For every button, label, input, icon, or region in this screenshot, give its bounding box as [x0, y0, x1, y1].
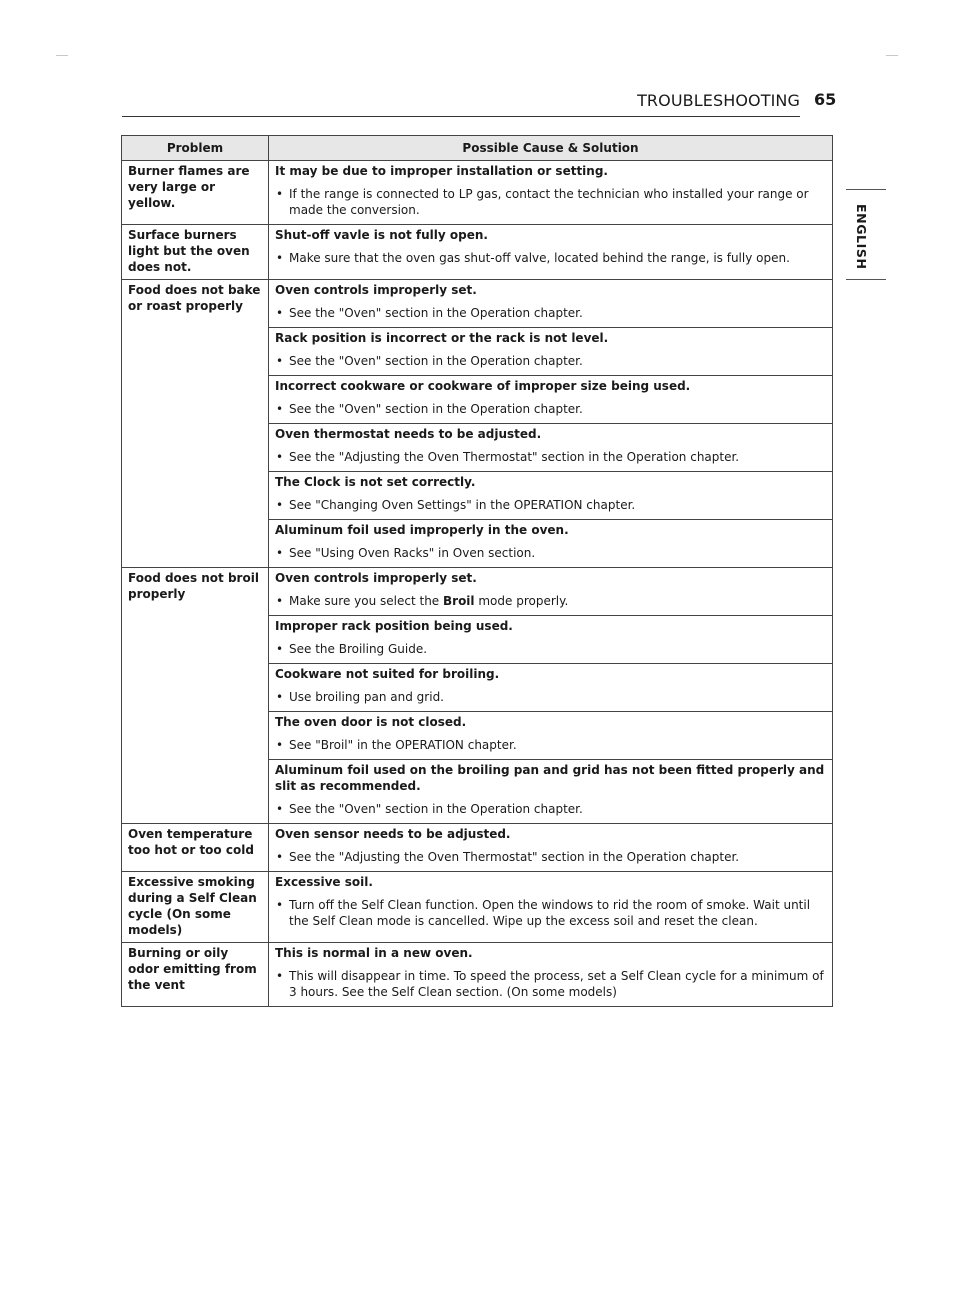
- solution-text-start: Make sure you select the: [289, 594, 443, 608]
- cause-block: [269, 375, 832, 423]
- solution-text: • See the "Adjusting the Oven Thermostat" section in the Operation chapter.: [275, 849, 826, 865]
- solution-text: • See the "Oven" section in the Operation chapter.: [275, 801, 826, 817]
- cause-block: [269, 872, 832, 935]
- cause-block: [269, 759, 832, 823]
- cause-block: [269, 519, 832, 567]
- table-row: [122, 280, 833, 568]
- solution-text: • See the Broiling Guide.: [275, 641, 826, 657]
- problem-cell: Excessive smoking during a Self Clean cycle (On some models): [122, 872, 269, 943]
- cause-block: [269, 943, 832, 1006]
- solution-text: • See the "Oven" section in the Operation chapter.: [275, 305, 826, 321]
- solution-cell: [269, 280, 833, 568]
- cause-text: Oven thermostat needs to be adjusted.: [275, 427, 542, 441]
- problem-cell: Food does not bake or roast properly: [122, 280, 269, 568]
- column-header-problem: Problem: [122, 136, 269, 161]
- table-row: [122, 824, 833, 872]
- cause-block: [269, 824, 832, 871]
- cause-block: [269, 161, 832, 224]
- language-label: ENGLISH: [854, 204, 869, 270]
- cause-text: Improper rack position being used.: [275, 619, 513, 633]
- solution-cell: [269, 568, 833, 824]
- crop-mark-left: [56, 55, 68, 56]
- page-number: 65: [814, 90, 837, 109]
- cause-block: [269, 327, 832, 375]
- cause-text: Excessive soil.: [275, 875, 373, 889]
- table-row: [122, 568, 833, 824]
- section-title: TROUBLESHOOTING: [637, 91, 800, 110]
- solution-text: • See the "Oven" section in the Operation chapter.: [275, 401, 826, 417]
- solution-text-end: mode properly.: [474, 594, 569, 608]
- problem-cell: Burner flames are very large or yellow.: [122, 161, 269, 225]
- column-header-solution: Possible Cause & Solution: [269, 136, 833, 161]
- cause-text: Shut-off vavle is not fully open.: [275, 228, 488, 242]
- table-header-row: [122, 136, 833, 161]
- cause-text: Oven sensor needs to be adjusted.: [275, 827, 511, 841]
- solution-cell: [269, 943, 833, 1007]
- crop-mark-right: [886, 55, 898, 56]
- cause-text: Cookware not suited for broiling.: [275, 667, 500, 681]
- solution-text: • See "Broil" in the OPERATION chapter.: [275, 737, 826, 753]
- solution-cell: [269, 225, 833, 280]
- cause-block: [269, 471, 832, 519]
- cause-text: Incorrect cookware or cookware of improper size being used.: [275, 379, 691, 393]
- solution-cell: [269, 824, 833, 872]
- troubleshooting-table: [121, 135, 833, 1007]
- cause-block: [269, 423, 832, 471]
- solution-cell: [269, 872, 833, 943]
- page-header: [122, 86, 800, 117]
- solution-text: • If the range is connected to LP gas, contact the technician who installed your range or made the conversion.: [275, 186, 826, 218]
- problem-cell: Surface burners light but the oven does not.: [122, 225, 269, 280]
- cause-block: [269, 711, 832, 759]
- solution-text: • See the "Adjusting the Oven Thermostat" section in the Operation chapter.: [275, 449, 826, 465]
- cause-block: [269, 568, 832, 615]
- cause-text: Oven controls improperly set.: [275, 571, 477, 585]
- solution-text: • See "Changing Oven Settings" in the OPERATION chapter.: [275, 497, 826, 513]
- solution-text: [275, 593, 826, 609]
- table-row: [122, 225, 833, 280]
- cause-text: Aluminum foil used on the broiling pan and grid has not been fitted properly and slit as recommended.: [275, 763, 825, 793]
- problem-cell: Food does not broil properly: [122, 568, 269, 824]
- cause-text: Aluminum foil used improperly in the oven.: [275, 523, 569, 537]
- solution-text: • This will disappear in time. To speed the process, set a Self Clean cycle for a minimum of 3 hours. See the Self Clean section. (On some models): [275, 968, 826, 1000]
- language-tab: [846, 189, 886, 280]
- cause-text: Oven controls improperly set.: [275, 283, 477, 297]
- cause-text: Rack position is incorrect or the rack is not level.: [275, 331, 609, 345]
- problem-cell: Burning or oily odor emitting from the vent: [122, 943, 269, 1007]
- cause-text: This is normal in a new oven.: [275, 946, 473, 960]
- solution-text: • See the "Oven" section in the Operation chapter.: [275, 353, 826, 369]
- cause-block: [269, 280, 832, 327]
- cause-text: The Clock is not set correctly.: [275, 475, 476, 489]
- cause-text: The oven door is not closed.: [275, 715, 467, 729]
- solution-text: • Make sure that the oven gas shut-off valve, located behind the range, is fully open.: [275, 250, 826, 266]
- solution-cell: [269, 161, 833, 225]
- solution-text: • Use broiling pan and grid.: [275, 689, 826, 705]
- table-row: [122, 943, 833, 1007]
- cause-text: It may be due to improper installation or setting.: [275, 164, 608, 178]
- problem-cell: Oven temperature too hot or too cold: [122, 824, 269, 872]
- solution-text: • See "Using Oven Racks" in Oven section.: [275, 545, 826, 561]
- cause-block: [269, 225, 832, 272]
- cause-block: [269, 615, 832, 663]
- cause-block: [269, 663, 832, 711]
- table-row: [122, 872, 833, 943]
- broil-mode-label: Broil: [443, 594, 475, 608]
- table-row: [122, 161, 833, 225]
- solution-text: • Turn off the Self Clean function. Open the windows to rid the room of smoke. Wait until the Self Clean mode is cancelled. Wipe up the excess soil and reset the clean.: [275, 897, 826, 929]
